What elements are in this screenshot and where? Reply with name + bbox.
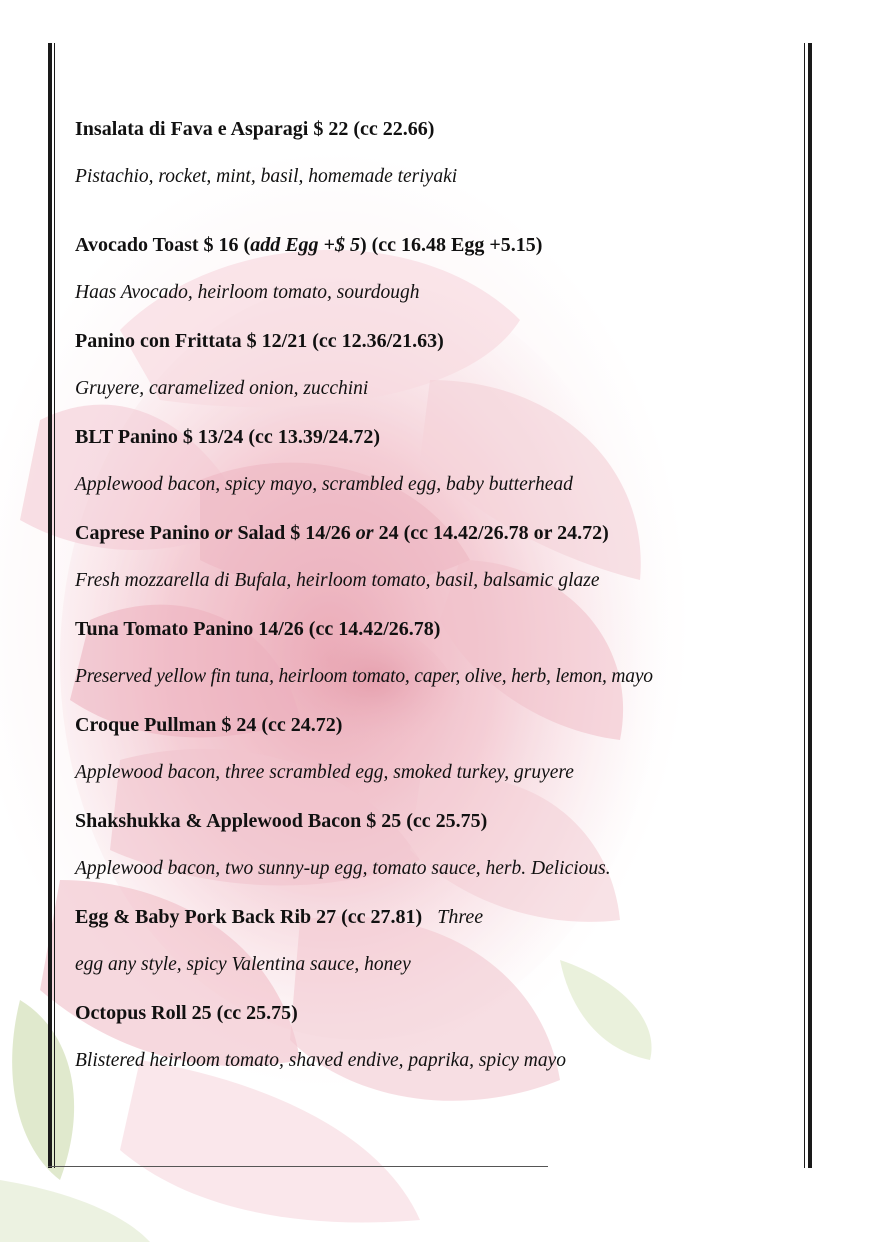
menu-item-description: Gruyere, caramelized onion, zucchini xyxy=(75,378,369,399)
menu-item-octopus-roll xyxy=(75,1000,805,1074)
menu-item-name: Panino con Frittata $ 12/21 (cc 12.36/21.63) xyxy=(75,330,444,352)
or-word: or xyxy=(214,522,233,544)
bottom-border-rule xyxy=(48,1166,548,1167)
menu-item-name: Croque Pullman $ 24 (cc 24.72) xyxy=(75,714,343,736)
menu-item-croque-pullman xyxy=(75,712,805,786)
left-border-rule xyxy=(48,43,52,1168)
menu-item-egg-pork-rib xyxy=(75,904,805,978)
menu-item-name: Octopus Roll 25 (cc 25.75) xyxy=(75,1002,298,1024)
menu-item-description-start: Three xyxy=(437,906,484,928)
or-word: or xyxy=(355,522,374,544)
menu-item-description: Preserved yellow fin tuna, heirloom tomato, caper, olive, herb, lemon, mayo xyxy=(75,666,653,687)
menu-item-blt-panino xyxy=(75,424,805,498)
menu-item-name: Insalata di Fava e Asparagi $ 22 (cc 22.66) xyxy=(75,118,435,140)
menu-item-description: Fresh mozzarella di Bufala, heirloom tomato, basil, balsamic glaze xyxy=(75,570,600,591)
menu-item-tuna-tomato xyxy=(75,616,805,690)
name-text: Caprese Panino xyxy=(75,522,215,544)
menu-item-description: egg any style, spicy Valentina sauce, honey xyxy=(75,954,411,975)
menu-item-caprese xyxy=(75,520,805,594)
name-text: 24 (cc 14.42/26.78 or 24.72) xyxy=(373,522,609,544)
right-border-rule xyxy=(808,43,812,1168)
menu-item-name xyxy=(75,232,805,258)
menu-item-description: Applewood bacon, two sunny-up egg, tomato sauce, herb. Delicious. xyxy=(75,858,611,879)
menu-item-insalata xyxy=(75,116,805,190)
menu-item-name: BLT Panino $ 13/24 (cc 13.39/24.72) xyxy=(75,426,381,448)
menu-item-avocado-toast xyxy=(75,232,805,306)
menu-item-name xyxy=(75,904,805,930)
menu-item-shakshukka xyxy=(75,808,805,882)
menu-item-description: Applewood bacon, spicy mayo, scrambled egg, baby butterhead xyxy=(75,474,573,495)
name-text: Avocado Toast $ 16 ( xyxy=(75,234,251,256)
menu-list xyxy=(75,116,805,1074)
menu-item-description: Applewood bacon, three scrambled egg, smoked turkey, gruyere xyxy=(75,762,574,783)
menu-item-description: Haas Avocado, heirloom tomato, sourdough xyxy=(75,282,420,303)
menu-item-name: Tuna Tomato Panino 14/26 (cc 14.42/26.78) xyxy=(75,618,441,640)
menu-item-description: Pistachio, rocket, mint, basil, homemade teriyaki xyxy=(75,166,458,187)
name-text: Egg & Baby Pork Back Rib 27 (cc 27.81) xyxy=(75,906,423,928)
name-text: ) (cc 16.48 Egg +5.15) xyxy=(359,234,543,256)
menu-item-name xyxy=(75,520,805,546)
menu-item-name: Shakshukka & Applewood Bacon $ 25 (cc 25.75) xyxy=(75,810,488,832)
menu-item-description: Blistered heirloom tomato, shaved endive, paprika, spicy mayo xyxy=(75,1050,567,1071)
menu-item-panino-frittata xyxy=(75,328,805,402)
name-text: Salad $ 14/26 xyxy=(232,522,356,544)
add-egg-option: add Egg +$ 5 xyxy=(250,234,360,256)
